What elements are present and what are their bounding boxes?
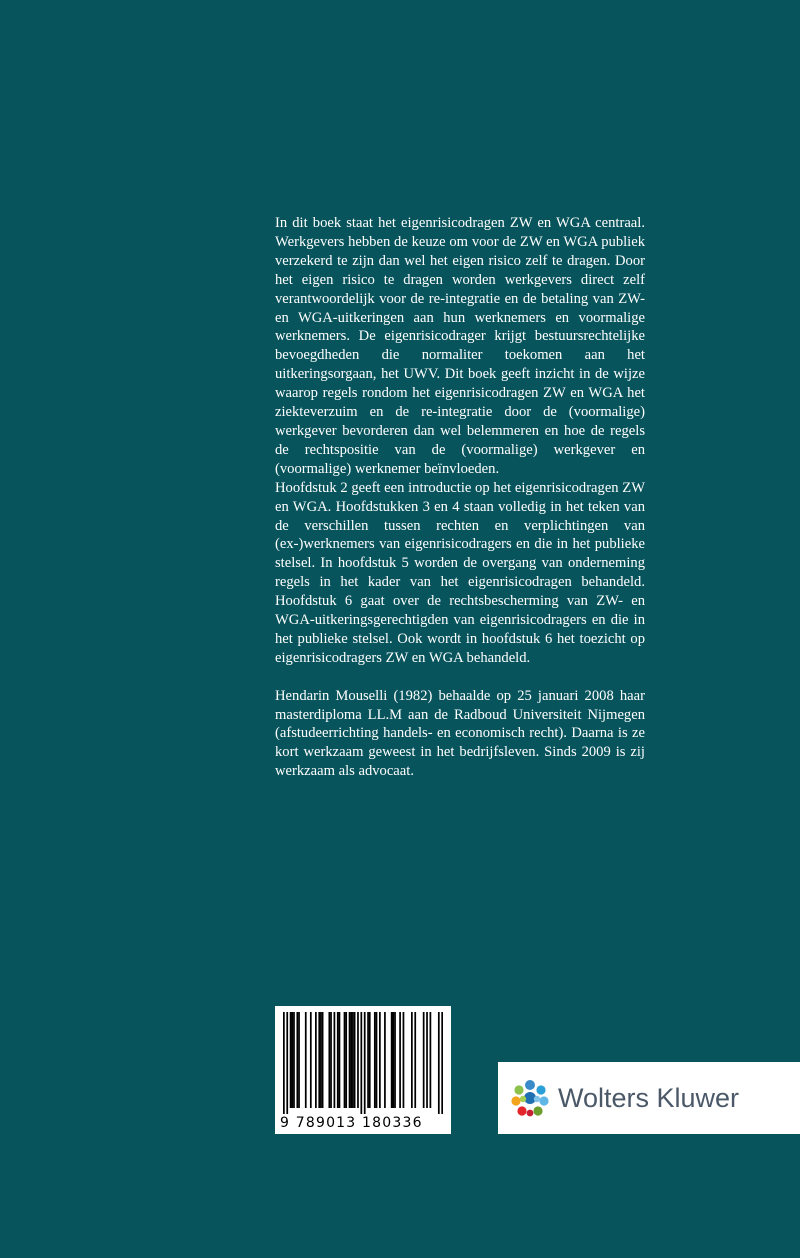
barcode-bar (328, 1012, 330, 1108)
barcode-bar (399, 1012, 401, 1108)
barcode-bar (339, 1012, 341, 1108)
barcode-bar (345, 1012, 347, 1108)
barcode-bar (369, 1012, 371, 1108)
barcode-bar (392, 1012, 394, 1108)
wolters-kluwer-globe-icon (511, 1079, 549, 1117)
barcode-bar (352, 1012, 354, 1108)
publisher-logo-panel (498, 1062, 800, 1134)
barcode-bar (350, 1012, 352, 1108)
barcode-bar (374, 1012, 376, 1108)
barcode-bar (384, 1012, 386, 1108)
barcode-bar (291, 1012, 293, 1108)
barcode-bar (334, 1012, 336, 1108)
barcode-bar (394, 1012, 396, 1108)
barcode-bar (376, 1012, 378, 1108)
barcode-bar (441, 1012, 443, 1114)
barcode-bar (293, 1012, 295, 1108)
barcode-bar (349, 1012, 351, 1108)
blurb-paragraph-chapters: Hoofdstuk 2 geeft een introductie op het eigenrisicodragen ZW en WGA. Hoofdstukken 3 en 4 staan volledig in het teken van de verschillen tussen rechten en verplichtingen van (ex-)werknemers van eigenrisicodragers en die in het publieke stelsel. In hoofdstuk 5 worden de overgang van onderneming regels in het kader van het eigenrisicodragen behandeld. Hoofdstuk 6 gaat over de rechtsbescherming van ZW- en WGA-uitkeringsgerechtigden van eigenrisicodragers en die in het publieke stelsel. Ook wordt in hoofdstuk 6 het toezicht op eigenrisicodragers ZW en WGA behandeld. (275, 479, 645, 666)
barcode-bar (423, 1012, 425, 1108)
barcode-bar (411, 1012, 413, 1108)
barcode-bars (283, 1012, 443, 1114)
barcode-bar (305, 1012, 307, 1108)
barcode-bar (391, 1012, 393, 1108)
blurb-paragraph-intro: In dit boek staat het eigenrisicodragen ZW en WGA centraal. Werkgevers hebben de keuze om voor de ZW en WGA publiek verzekerd te zijn dan wel het eigen risico zelf te dragen. Door het eigen risico te dragen worden werkgevers direct zelf verantwoordelijk voor de re-integratie en de betaling van ZW- en WGA-uitkeringen aan hun werknemers en voormalige werknemers. De eigenrisicodrager krijgt bestuursrechtelijke bevoegdheden die normaliter toekomen aan het uitkeringsorgaan, het UWV. Dit boek geeft inzicht in de wijze waarop regels rondom het eigenrisicodragen ZW en WGA het ziekteverzuim en de re-integratie door de (voormalige) werkgever bevorderen dan wel belemmeren en hoe de regels de rechtspositie van de (voormalige) werkgever en (voormalige) werknemer beïnvloeden. (275, 215, 645, 477)
barcode-bar (320, 1012, 322, 1108)
barcode-digits: 9 789013 180336 (280, 1115, 423, 1131)
barcode-bar (430, 1012, 432, 1108)
barcode-bar (283, 1012, 285, 1114)
barcode-bar (344, 1012, 346, 1108)
barcode-bar (414, 1012, 416, 1108)
barcode-bar (296, 1012, 298, 1108)
barcode-bar (298, 1012, 300, 1108)
publisher-name: Wolters Kluwer (558, 1083, 740, 1113)
barcode-bar (367, 1012, 369, 1108)
barcode-bar (318, 1012, 320, 1108)
barcode-bar (315, 1012, 317, 1108)
barcode-bar (322, 1012, 324, 1108)
barcode-bar (438, 1012, 440, 1114)
barcode-bar (354, 1012, 356, 1108)
barcode-bar (337, 1012, 339, 1108)
barcode-bar (403, 1012, 405, 1108)
barcode (275, 1006, 451, 1134)
barcode-bar (357, 1012, 359, 1108)
barcode-bar (364, 1012, 366, 1114)
barcode-bar (286, 1012, 288, 1114)
barcode-bar (290, 1012, 292, 1108)
barcode-bar (379, 1012, 381, 1108)
barcode-bar (330, 1012, 332, 1108)
barcode-bar (426, 1012, 428, 1108)
back-cover-blurb (275, 214, 645, 781)
author-bio: Hendarin Mouselli (1982) behaalde op 25 januari 2008 haar masterdiploma LL.M aan de Radboud Universiteit Nijmegen (afstudeerrichting handels- en economisch recht). Daarna is ze kort werkzaam geweest in het bedrijfsleven. Sinds 2009 is zij werkzaam als advocaat. (275, 687, 645, 780)
barcode-bar (360, 1012, 362, 1114)
barcode-bar (310, 1012, 312, 1108)
